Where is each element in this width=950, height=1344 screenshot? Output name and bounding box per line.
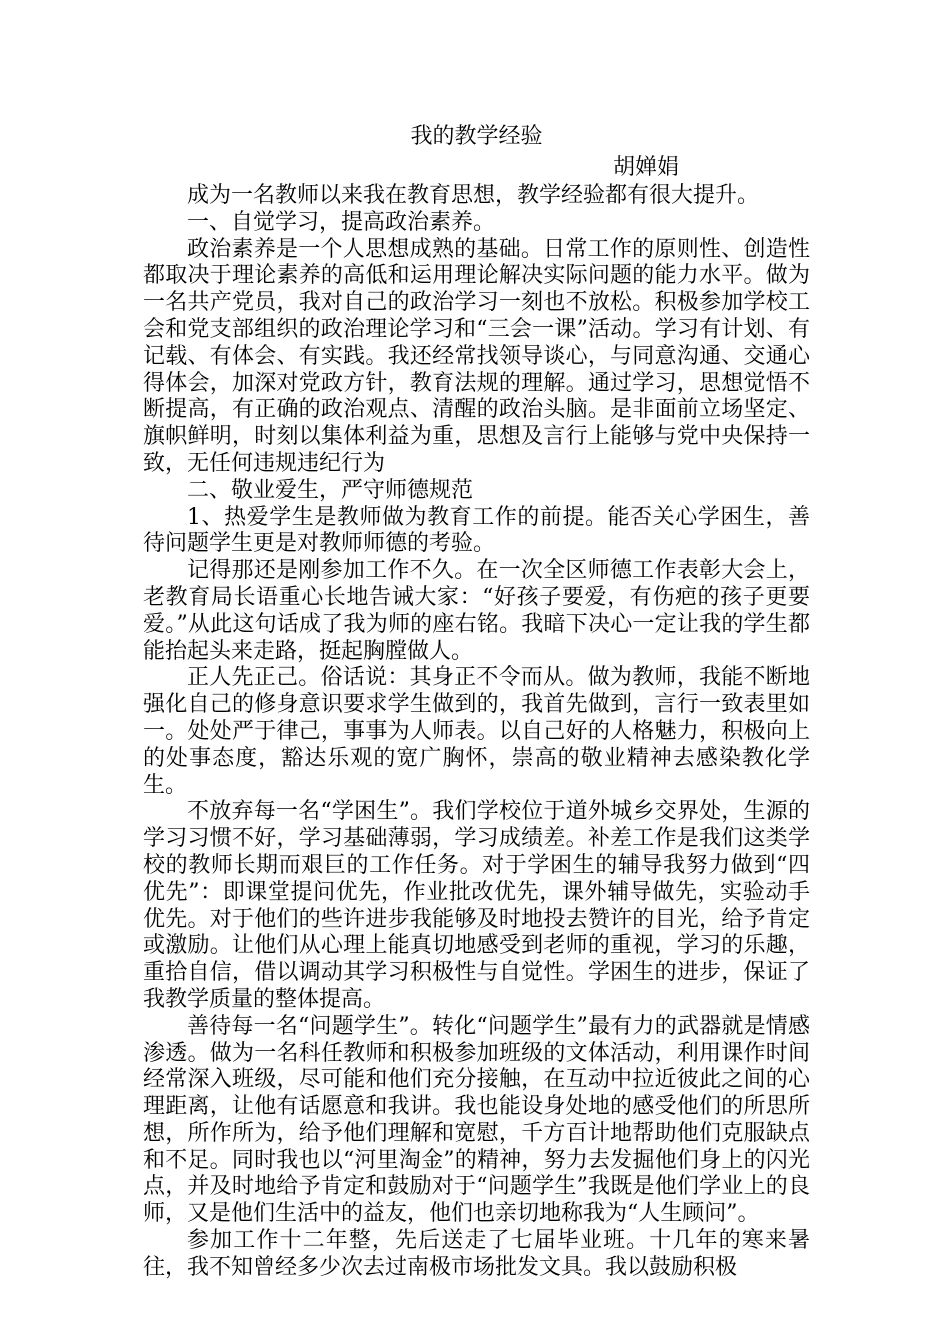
section-heading-1: 一、自觉学习，提高政治素养。 [187, 209, 496, 235]
paragraph-self-discipline: 正人先正己。俗话说：其身正不令而从。做为教师，我能不断地强化自己的修身意识要求学生做到的，我首先做到，言行一致表里如一。处处严于律己，事事为人师表。以自己好的人格魅力，积极向上的处事态度，豁达乐观的宽广胸怀，崇高的敬业精神去感染教化学生。 [143, 665, 810, 798]
paragraph-love-students: 1、热爱学生是教师做为教育工作的前提。能否关心学困生，善待问题学生更是对教师师德的考验。 [143, 504, 810, 557]
document-title: 我的教学经验 [410, 124, 543, 149]
paragraph-intro: 成为一名教师以来我在教育思想，教学经验都有很大提升。 [187, 183, 760, 208]
paragraph-struggling-students: 不放弃每一名“学困生”。我们学校位于道外城乡交界处，生源的学习习惯不好，学习基础薄弱，学习成绩差。补差工作是我们这类学校的教师长期而艰巨的工作任务。对于学困生的辅导我努力做到“四优先”：即课堂提问优先，作业批改优先，课外辅导做先，实验动手优先。对于他们的些许进步我能够及时地投去赞许的目光，给予肯定或激励。让他们从心理上能真切地感受到老师的重视，学习的乐趣，重拾自信，借以调动其学习积极性与自觉性。学困生的进步，保证了我教学质量的整体提高。 [143, 799, 810, 1012]
paragraph-twelve-years: 参加工作十二年整，先后送走了七届毕业班。十几年的寒来暑往，我不知曾经多少次去过南极市场批发文具。我以鼓励积极 [143, 1228, 810, 1280]
author-name: 胡婵娟 [613, 155, 680, 180]
section-heading-2: 二、敬业爱生，严守师德规范 [187, 477, 474, 503]
document-page [143, 120, 810, 1282]
paragraph-memory: 记得那还是刚参加工作不久。在一次全区师德工作表彰大会上，老教育局长语重心长地告诫大家：“好孩子要爱，有伤疤的孩子更要爱。”从此这句话成了我为师的座右铭。我暗下决心一定让我的学生都能抬起头来走路，挺起胸膛做人。 [143, 558, 810, 664]
paragraph-political: 政治素养是一个人思想成熟的基础。日常工作的原则性、创造性都取决于理论素养的高低和运用理论解决实际问题的能力水平。做为一名共产党员，我对自己的政治学习一刻也不放松。积极参加学校工会和党支部组织的政治理论学习和“三会一课”活动。学习有计划、有记载、有体会、有实践。我还经常找领导谈心，与同意沟通、交通心得体会，加深对党政方针，教育法规的理解。通过学习，思想觉悟不断提高，有正确的政治观点、清醒的政治头脑。是非面前立场坚定、旗帜鲜明，时刻以集体利益为重，思想及言行上能够与党中央保持一致，无任何违规违纪行为 [143, 236, 810, 476]
paragraph-problem-students: 善待每一名“问题学生”。转化“问题学生”最有力的武器就是情感渗透。做为一名科任教师和积极参加班级的文体活动，利用课作时间经常深入班级，尽可能和他们充分接触，在互动中拉近彼此之间的心理距离，让他有话愿意和我讲。我也能设身处地的感受他们的所思所想，所作所为，给予他们理解和宽慰，千方百计地帮助他们克服缺点和不足。同时我也以“河里淘金”的精神，努力去发掘他们身上的闪光点，并及时地给予肯定和鼓励对于“问题学生”我既是他们学业上的良师，又是他们生活中的益友，他们也亲切地称我为“人生顾问”。 [143, 1013, 810, 1227]
